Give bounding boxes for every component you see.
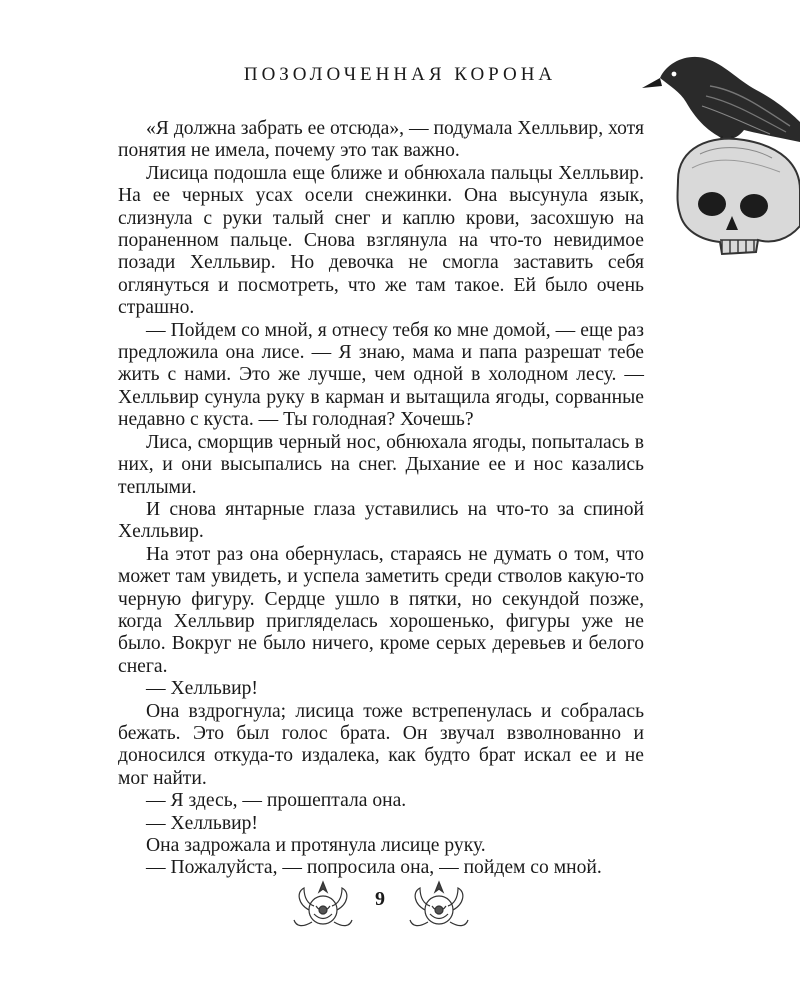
- paragraph: И снова янтарные глаза уставились на что-то за спиной Хелльвир.: [118, 498, 644, 543]
- page-number: 9: [375, 888, 385, 910]
- page-footer: [0, 872, 800, 942]
- paragraph: Лисица подошла еще ближе и обнюхала пальцы Хелльвир. На ее черных усах осели снежинки. Она высунула язык, слизнула с руки талый снег и каплю крови, засохшую на пораненном пальце. Снова взглянула на что-то невидимое позади Хелльвир. Но девочка не смогла заставить себя оглянуться и посмотреть, что же там такое. Ей было очень страшно.: [118, 162, 644, 319]
- paragraph: — Я здесь, — прошептала она.: [146, 790, 407, 812]
- paragraph: Лиса, сморщив черный нос, обнюхала ягоды, попыталась в них, и они высыпались на снег. Дыхание ее и нос казались теплыми.: [118, 431, 644, 498]
- paragraph: «Я должна забрать ее отсюда», — подумала Хелльвир, хотя понятия не имела, почему это так важно.: [118, 118, 644, 162]
- paragraph: Она задрожала и протянула лисице руку.: [146, 835, 486, 856]
- paragraph: На этот раз она обернулась, стараясь не думать о том, что может там увидеть, и успела заметить среди стволов какую-то черную фигуру. Сердце ушло в пятки, но секундой позже, когда Хелльвир пригляделась хорошенько, фигуры уже не было. Вокруг не было ничего, кроме серых деревьев и белого снега.: [118, 543, 644, 677]
- running-header: ПОЗОЛОЧЕННАЯ КОРОНА: [243, 64, 557, 85]
- paragraph: — Пожалуйста, — попросила она, — пойдем со мной.: [146, 857, 602, 879]
- paragraph: — Хелльвир!: [146, 678, 258, 700]
- chapter-text: [118, 118, 644, 880]
- floral-crest-ornament-icon: [292, 878, 354, 934]
- paragraph: — Хелльвир!: [146, 812, 258, 834]
- paragraph: — Пойдем со мной, я отнесу тебя ко мне домой, — еще раз предложила она лисе. — Я знаю, мама и папа разрешат тебе жить с нами. Это же лучше, чем одной в холодном лесу. — Хелльвир сунула руку в карман и вытащила ягоды, сорванные недавно с куста. — Ты голодная? Хочешь?: [118, 319, 644, 431]
- floral-crest-ornament-icon: [408, 878, 470, 934]
- raven-on-skull-icon: [640, 30, 800, 260]
- paragraph: Она вздрогнула; лисица тоже встрепенулась и собралась бежать. Это был голос брата. Он звучал взволнованно и доносился откуда-то издалека, как будто брат искал ее и не мог найти.: [118, 700, 644, 789]
